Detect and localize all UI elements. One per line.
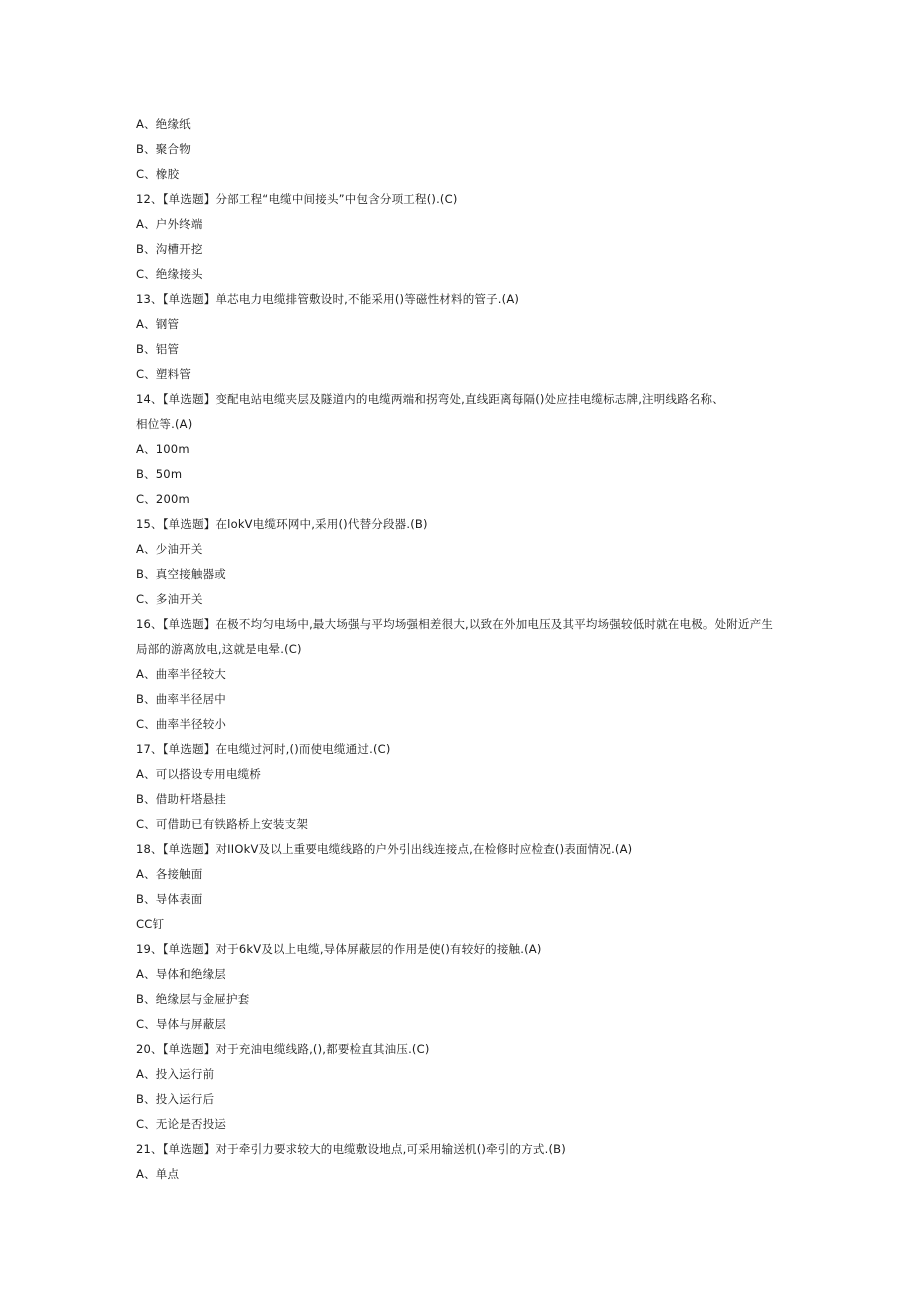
text-line: B、曲率半径居中 (136, 692, 226, 706)
text-line: C、多油开关 (136, 592, 203, 606)
text-line: C、绝缘接头 (136, 267, 203, 281)
text-line: C、可借助已有铁路桥上安装支架 (136, 817, 309, 831)
question-text: 12、【单选题】分部工程“电缆中间接头”中包含分项工程().(C) (136, 192, 458, 206)
text-line: B、导体表面 (136, 892, 203, 906)
text-line: C、塑料管 (136, 367, 192, 381)
text-line: B、铝管 (136, 342, 180, 356)
question-text: 21、【单选题】对于牵引力要求较大的电缆敷设地点,可采用输送机()牵引的方式.(B) (136, 1142, 566, 1156)
text-line: A、导体和绝缘层 (136, 967, 226, 981)
text-line: A、单点 (136, 1167, 180, 1181)
question-text: 18、【单选题】对IIOkV及以上重要电缆线路的户外引出线连接点,在检修时应检查()表面情况.(A) (136, 842, 633, 856)
question-text: 19、【单选题】对于6kV及以上电缆,导体屏蔽层的作用是使()有较好的接触.(A) (136, 942, 542, 956)
text-line: B、投入运行后 (136, 1092, 215, 1106)
text-line: 局部的游离放电,这就是电晕.(C) (136, 642, 302, 656)
text-line: C、200m (136, 492, 190, 506)
text-line: B、50m (136, 467, 183, 481)
text-line: B、聚合物 (136, 142, 191, 156)
question-text: 16、【单选题】在极不均匀电场中,最大场强与平均场强相差很大,以致在外加电压及其平均场强较低时就在电极。处附近产生 (136, 617, 774, 631)
question-text: 15、【单选题】在lokV电缆环网中,采用()代替分段器.(B) (136, 517, 428, 531)
question-text: 20、【单选题】对于充油电缆线路,(),都要检直其油压.(C) (136, 1042, 430, 1056)
text-line: A、绝缘纸 (136, 117, 191, 131)
text-line: C、导体与屏蔽层 (136, 1017, 227, 1031)
text-line: C、橡胶 (136, 167, 180, 181)
question-list (136, 112, 796, 1187)
question-text: 14、【单选题】变配电站电缆夹层及隧道内的电缆两端和拐弯处,直线距离每隔()处应挂电缆标志牌,注明线路名称、 (136, 392, 724, 406)
text-line: A、投入运行前 (136, 1067, 215, 1081)
text-line: A、各接触面 (136, 867, 203, 881)
question-text: 17、【单选题】在电缆过河时,()而使电缆通过.(C) (136, 742, 391, 756)
question-text: 13、【单选题】单芯电力电缆排管敷设时,不能采用()等磁性材料的管子.(A) (136, 292, 520, 306)
text-line: B、绝缘层与金屉护套 (136, 992, 250, 1006)
text-line: 相位等.(A) (136, 417, 193, 431)
text-line: A、钢管 (136, 317, 180, 331)
text-line: B、借助杆塔悬挂 (136, 792, 226, 806)
text-line: A、曲率半径较大 (136, 667, 226, 681)
text-line: A、少油开关 (136, 542, 203, 556)
text-line: B、真空接触器或 (136, 567, 226, 581)
text-line: A、可以搭设专用电缆桥 (136, 767, 262, 781)
text-line: CC钉 (136, 917, 165, 931)
text-line: C、曲率半径较小 (136, 717, 227, 731)
text-line: B、沟槽开挖 (136, 242, 203, 256)
text-line: A、户外终端 (136, 217, 203, 231)
text-line: A、100m (136, 442, 190, 456)
text-line: C、无论是否投运 (136, 1117, 227, 1131)
